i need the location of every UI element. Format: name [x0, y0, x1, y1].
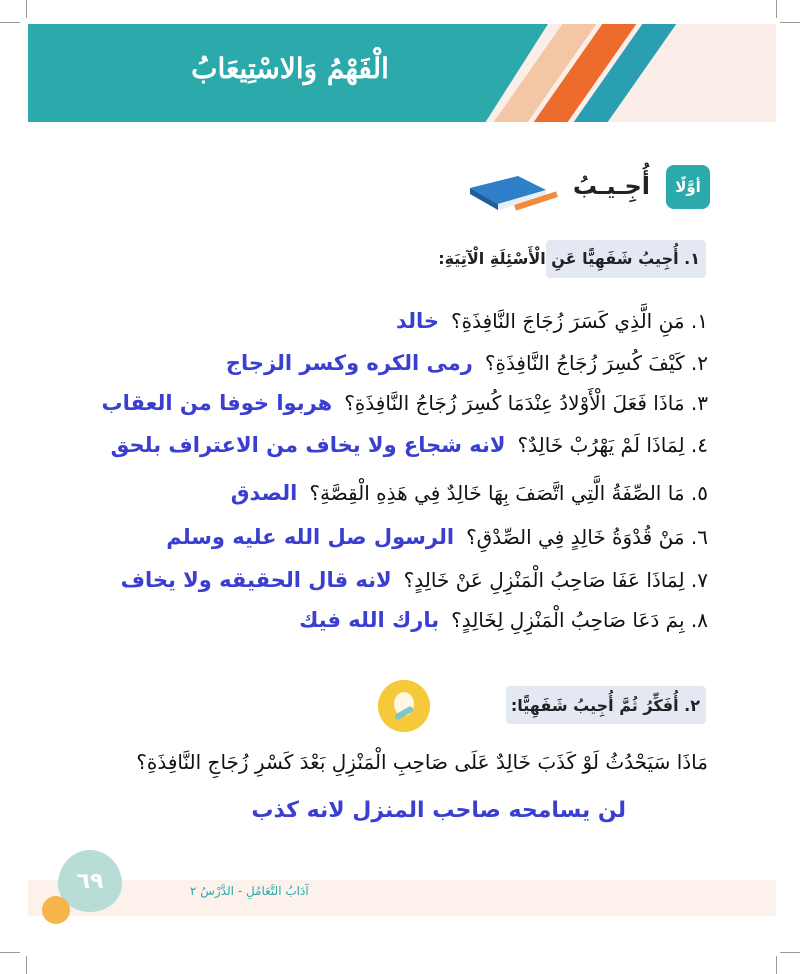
question-text: ٨. بِمَ دَعَا صَاحِبُ الْمَنْزِلِ لِخَالِدٍ؟ [451, 608, 708, 632]
question-text: ٥. مَا الصِّفَةُ الَّتِي اتَّصَفَ بِهَا خَالِدٌ فِي هَذِهِ الْقِصَّةِ؟ [309, 481, 708, 505]
question-text: ٧. لِمَاذَا عَفَا صَاحِبُ الْمَنْزِلِ عَنْ خَالِدٍ؟ [403, 568, 708, 592]
question-text: ٤. لِمَاذَا لَمْ يَهْرُبْ خَالِدٌ؟ [517, 433, 708, 457]
question-text: ٦. مَنْ قُدْوَةُ خَالِدٍ فِي الصِّدْقِ؟ [466, 525, 708, 549]
question-row [226, 346, 708, 380]
running-title: آدَابُ التَّعَامُلِ - الدَّرْسُ ٢ [190, 884, 309, 898]
publisher-logo-icon [42, 896, 70, 924]
handwritten-answer: رمى الكره وكسر الزجاج [225, 351, 473, 375]
question-row [102, 386, 708, 420]
handwritten-answer: بارك الله فيك [299, 608, 440, 632]
handwritten-answer: لانه قال الحقيقه ولا يخاف [120, 568, 392, 592]
section-title: أُجِـيـبُ [572, 172, 650, 200]
question-row [111, 428, 708, 462]
section-badge: أوَّلًا [666, 165, 710, 209]
footer-band [28, 880, 776, 916]
crop-mark [0, 952, 20, 953]
handwritten-answer: خالد [395, 309, 439, 333]
crop-mark [780, 22, 800, 23]
book-and-pencil-icon [464, 168, 560, 214]
thinking-icon [378, 680, 430, 732]
part1-instruction: ١. أُجِيبُ شَفَهِيًّا عَنِ الْأَسْئِلَةِ الْآتِيَةِ: [438, 249, 700, 268]
crop-mark [26, 956, 27, 974]
handwritten-answer: لن يسامحه صاحب المنزل لانه كذب [251, 798, 626, 823]
handwritten-answer: الرسول صل الله عليه وسلم [166, 525, 455, 549]
question-row [121, 563, 708, 597]
question-row [299, 603, 708, 637]
page-title: الْفَهْمُ وَالاسْتِيعَابُ [191, 52, 389, 85]
part2-instruction: ٢. أُفَكِّرُ ثُمَّ أُجِيبُ شَفَهِيًّا: [510, 696, 700, 715]
crop-mark [776, 956, 777, 974]
question-row [396, 304, 708, 338]
question-text: ١. مَنِ الَّذِي كَسَرَ زُجَاجَ النَّافِذَةِ؟ [451, 309, 708, 333]
question-text: ٢. كَيْفَ كُسِرَ زُجَاجُ النَّافِذَةِ؟ [484, 351, 708, 375]
handwritten-answer: هربوا خوفا من العقاب [101, 391, 333, 415]
crop-mark [776, 0, 777, 18]
crop-mark [26, 0, 27, 18]
page-number: ٦٩ [58, 850, 122, 912]
handwritten-answer: الصدق [230, 481, 298, 505]
open-question: مَاذَا سَيَحْدُثُ لَوْ كَذَبَ خَالِدٌ عَلَى صَاحِبِ الْمَنْزِلِ بَعْدَ كَسْرِ زُجَاجِ النَّافِذَةِ؟ [136, 750, 708, 774]
crop-mark [780, 952, 800, 953]
question-row [231, 476, 708, 510]
handwritten-answer: لانه شجاع ولا يخاف من الاعتراف بلحق [110, 433, 506, 457]
crop-mark [0, 22, 20, 23]
question-text: ٣. مَاذَا فَعَلَ الْأَوْلادُ عِنْدَمَا كُسِرَ زُجَاجُ النَّافِذَةِ؟ [344, 391, 708, 415]
question-row [166, 520, 708, 554]
